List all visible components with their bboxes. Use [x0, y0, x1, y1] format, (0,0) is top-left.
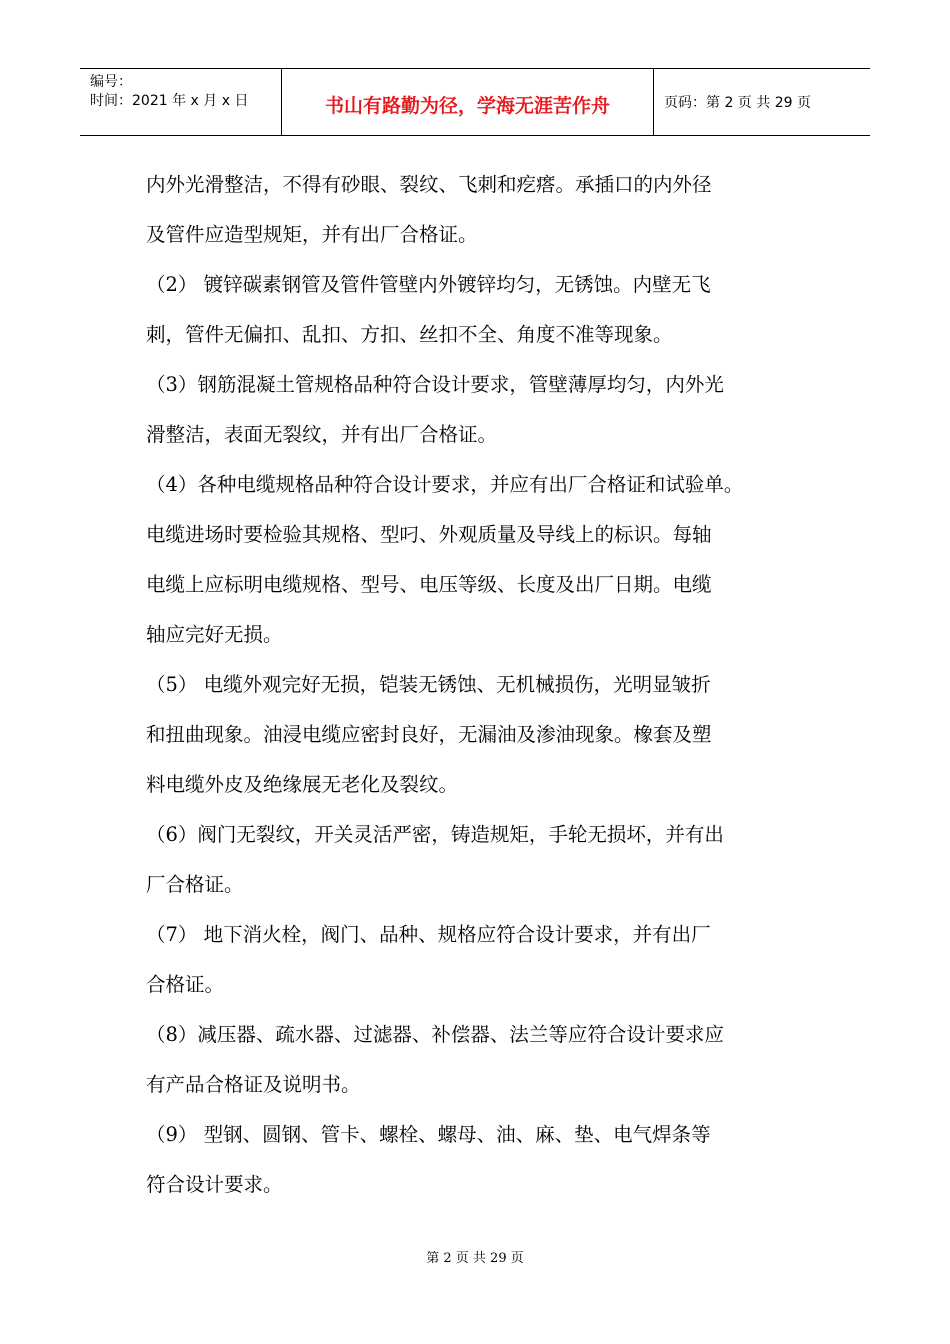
- body-line: 及管件应造型规矩，并有出厂合格证。: [146, 223, 478, 246]
- body-line: （4）各种电缆规格品种符合设计要求，并应有出厂合格证和试验单。: [146, 473, 744, 496]
- header-meta: [80, 69, 282, 135]
- body-line: 料电缆外皮及绝缘展无老化及裂纹。: [146, 773, 459, 796]
- body-line: （8）减压器、疏水器、过滤器、补偿器、法兰等应符合设计要求应: [146, 1023, 724, 1046]
- page-footer: 第 2 页 共 29 页: [426, 1251, 524, 1266]
- body-line: （7） 地下消火栓，阀门、品种、规格应符合设计要求，并有出厂: [146, 923, 711, 946]
- body-line: 电缆上应标明电缆规格、型号、电压等级、长度及出厂日期。电缆: [146, 573, 712, 596]
- body-line: 刺，管件无偏扣、乱扣、方扣、丝扣不全、角度不准等现象。: [146, 323, 673, 346]
- body-line: 电缆进场时要检验其规格、型叼、外观质量及导线上的标识。每轴: [146, 523, 712, 546]
- body-line: （2） 镀锌碳素钢管及管件管壁内外镀锌均匀，无锈蚀。内壁无飞: [146, 273, 711, 296]
- document-body: [146, 168, 826, 1218]
- header-motto: 书山有路勤为径，学海无涯苦作舟: [282, 69, 654, 135]
- body-line: 内外光滑整洁，不得有砂眼、裂纹、飞刺和疙瘩。承插口的内外径: [146, 173, 712, 196]
- body-line: 滑整洁，表面无裂纹，并有出厂合格证。: [146, 423, 498, 446]
- body-line: （6）阀门无裂纹，开关灵活严密，铸造规矩，手轮无损坏，并有出: [146, 823, 724, 846]
- number-label: 编号：: [90, 74, 132, 90]
- time-label: 时间：2021 年 x 月 x 日: [90, 93, 249, 109]
- body-line: 符合设计要求。: [146, 1173, 283, 1196]
- body-line: 和扭曲现象。油浸电缆应密封良好，无漏油及渗油现象。橡套及塑: [146, 723, 712, 746]
- body-line: 轴应完好无损。: [146, 623, 283, 646]
- document-header: [80, 68, 870, 136]
- body-line: （3）钢筋混凝土管规格品种符合设计要求，管壁薄厚均匀，内外光: [146, 373, 724, 396]
- body-line: 厂合格证。: [146, 873, 244, 896]
- body-line: （5） 电缆外观完好无损，铠装无锈蚀、无机械损伤，光明显皱折: [146, 673, 711, 696]
- header-page-label: 页码：第 2 页 共 29 页: [664, 95, 811, 111]
- body-line: 合格证。: [146, 973, 225, 996]
- body-line: （9） 型钢、圆钢、管卡、螺栓、螺母、油、麻、垫、电气焊条等: [146, 1123, 711, 1146]
- body-line: 有产品合格证及说明书。: [146, 1073, 361, 1096]
